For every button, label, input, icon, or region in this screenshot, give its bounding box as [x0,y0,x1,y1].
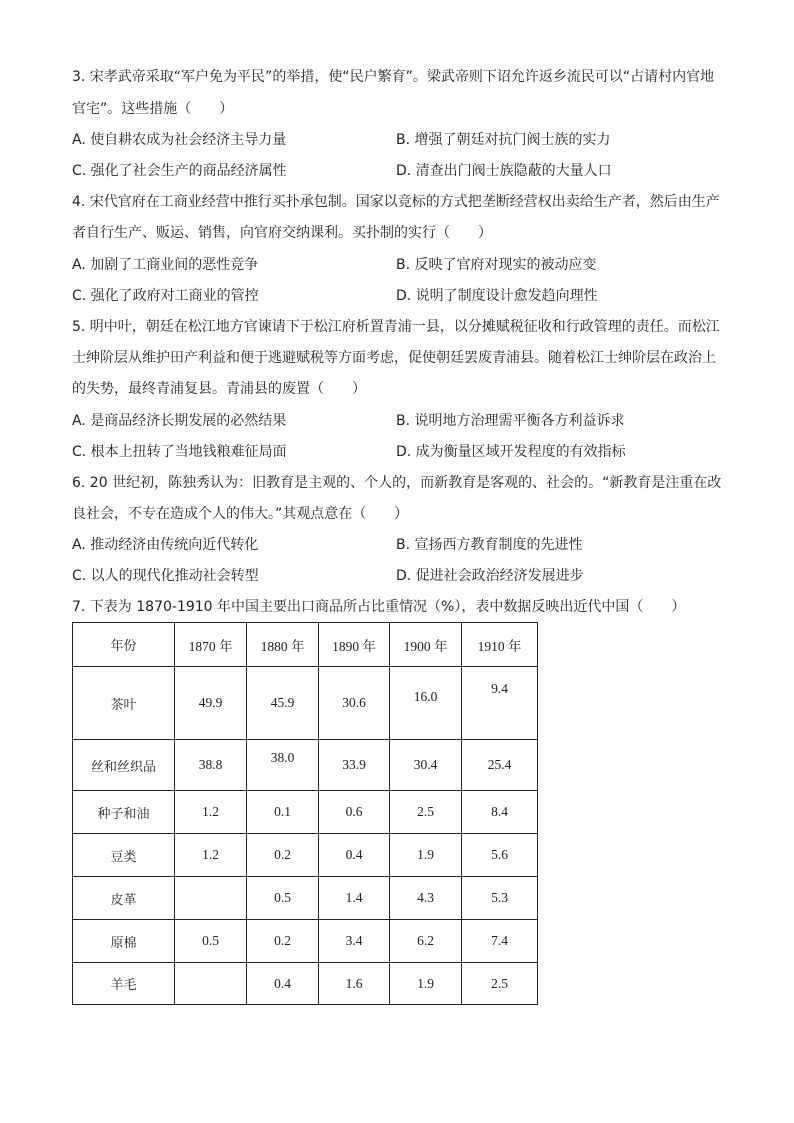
table-row [73,877,538,920]
q3-stem-line-2: 官宅”。这些措施（ ） [72,101,234,117]
q6-option-b: B. 宣扬西方教育制度的先进性 [396,537,583,553]
table-cell: 0.6 [319,791,390,834]
export-share-table [72,622,538,1005]
q5-option-d: D. 成为衡量区域开发程度的有效指标 [396,444,626,460]
table-cell [175,877,247,920]
q3-option-b: B. 增强了朝廷对抗门阀士族的实力 [396,132,611,148]
table-cell: 1.2 [175,834,247,877]
q5-option-b: B. 说明地方治理需平衡各方利益诉求 [396,413,625,429]
table-cell: 2.5 [390,791,462,834]
table-cell: 1.9 [390,834,462,877]
row-label-seeds-oil: 种子和油 [73,791,175,834]
q4-option-a: A. 加剧了工商业间的恶性竞争 [72,257,259,273]
q4-option-c: C. 强化了政府对工商业的管控 [72,288,259,304]
q6-stem-line-2: 良社会，不专在造成个人的伟大。”其观点意在（ ） [72,506,409,522]
table-row [73,834,538,877]
q6-option-c: C. 以人的现代化推动社会转型 [72,568,259,584]
table-cell: 45.9 [247,667,319,740]
row-label-wool: 羊毛 [73,963,175,1005]
q6-option-d: D. 促进社会政治经济发展进步 [396,568,584,584]
table-cell: 2.5 [462,963,538,1005]
q5-stem-line-1: 5. 明中叶，朝廷在松江地方官谏请下于松江府析置青浦一县，以分摊赋税征收和行政管理的责任。而松江 [72,319,720,335]
table-cell: 0.4 [247,963,319,1005]
table-cell: 0.4 [319,834,390,877]
header-cell-1910: 1910 年 [462,623,538,667]
table-cell: 5.3 [462,877,538,920]
table-cell: 1.4 [319,877,390,920]
table-cell: 5.6 [462,834,538,877]
table-row [73,667,538,740]
header-cell-1890: 1890 年 [319,623,390,667]
q4-stem-line-2: 者自行生产、贩运、销售，向官府交纳课利。买扑制的实行（ ） [72,225,492,241]
q6-stem-line-1: 6. 20 世纪初，陈独秀认为：旧教育是主观的、个人的，而新教育是客观的、社会的。“新教育是注重在改 [72,475,722,491]
q5-stem-line-3: 的失势，最终青浦复县。青浦县的废置（ ） [72,381,366,397]
table-cell: 0.5 [247,877,319,920]
table-cell: 8.4 [462,791,538,834]
table-cell: 0.2 [247,834,319,877]
table-row [73,920,538,963]
table-cell: 3.4 [319,920,390,963]
table-cell: 38.0 [247,740,319,791]
q3-option-c: C. 强化了社会生产的商品经济属性 [72,163,287,179]
q5-stem-line-2: 士绅阶层从维护田产利益和便于逃避赋税等方面考虑，促使朝廷罢废青浦县。随着松江士绅阶层在政治上 [72,350,716,366]
table-cell: 0.1 [247,791,319,834]
q4-option-b: B. 反映了官府对现实的被动应变 [396,257,597,273]
q4-option-d: D. 说明了制度设计愈发趋向理性 [396,288,598,304]
table-cell [175,963,247,1005]
table-cell: 9.4 [462,667,538,740]
table-header-row [73,623,538,667]
row-label-leather: 皮革 [73,877,175,920]
table-cell: 33.9 [319,740,390,791]
q5-option-a: A. 是商品经济长期发展的必然结果 [72,413,287,429]
header-cell-1870: 1870 年 [175,623,247,667]
q5-option-c: C. 根本上扭转了当地钱粮难征局面 [72,444,287,460]
table-cell: 7.4 [462,920,538,963]
table-cell: 0.5 [175,920,247,963]
row-label-beans: 豆类 [73,834,175,877]
table-cell: 49.9 [175,667,247,740]
header-cell-1880: 1880 年 [247,623,319,667]
table-cell: 25.4 [462,740,538,791]
table-cell: 16.0 [390,667,462,740]
table-cell: 1.9 [390,963,462,1005]
q3-option-d: D. 清查出门阀士族隐蔽的大量人口 [396,163,612,179]
table-cell: 6.2 [390,920,462,963]
q6-option-a: A. 推动经济由传统向近代转化 [72,537,259,553]
table-cell: 0.2 [247,920,319,963]
q3-stem-line-1: 3. 宋孝武帝采取“军户免为平民”的举措，使“民户繁育”。梁武帝则下诏允许返乡流民可以“占请村内官地 [72,69,715,85]
header-cell-year: 年份 [73,623,175,667]
table-cell: 1.2 [175,791,247,834]
q3-option-a: A. 使自耕农成为社会经济主导力量 [72,132,287,148]
header-cell-1900: 1900 年 [390,623,462,667]
table-cell: 1.6 [319,963,390,1005]
row-label-silk: 丝和丝织品 [73,740,175,791]
row-label-raw-cotton: 原棉 [73,920,175,963]
row-label-tea: 茶叶 [73,667,175,740]
table-row [73,791,538,834]
table-cell: 30.4 [390,740,462,791]
q7-stem-line-1: 7. 下表为 1870-1910 年中国主要出口商品所占比重情况（%），表中数据反映出近代中国（ ） [72,599,686,615]
table-row [73,963,538,1005]
table-cell: 30.6 [319,667,390,740]
table-cell: 38.8 [175,740,247,791]
table-cell: 4.3 [390,877,462,920]
table-row [73,740,538,791]
q4-stem-line-1: 4. 宋代官府在工商业经营中推行买扑承包制。国家以竞标的方式把垄断经营权出卖给生产者，然后由生产 [72,194,720,210]
